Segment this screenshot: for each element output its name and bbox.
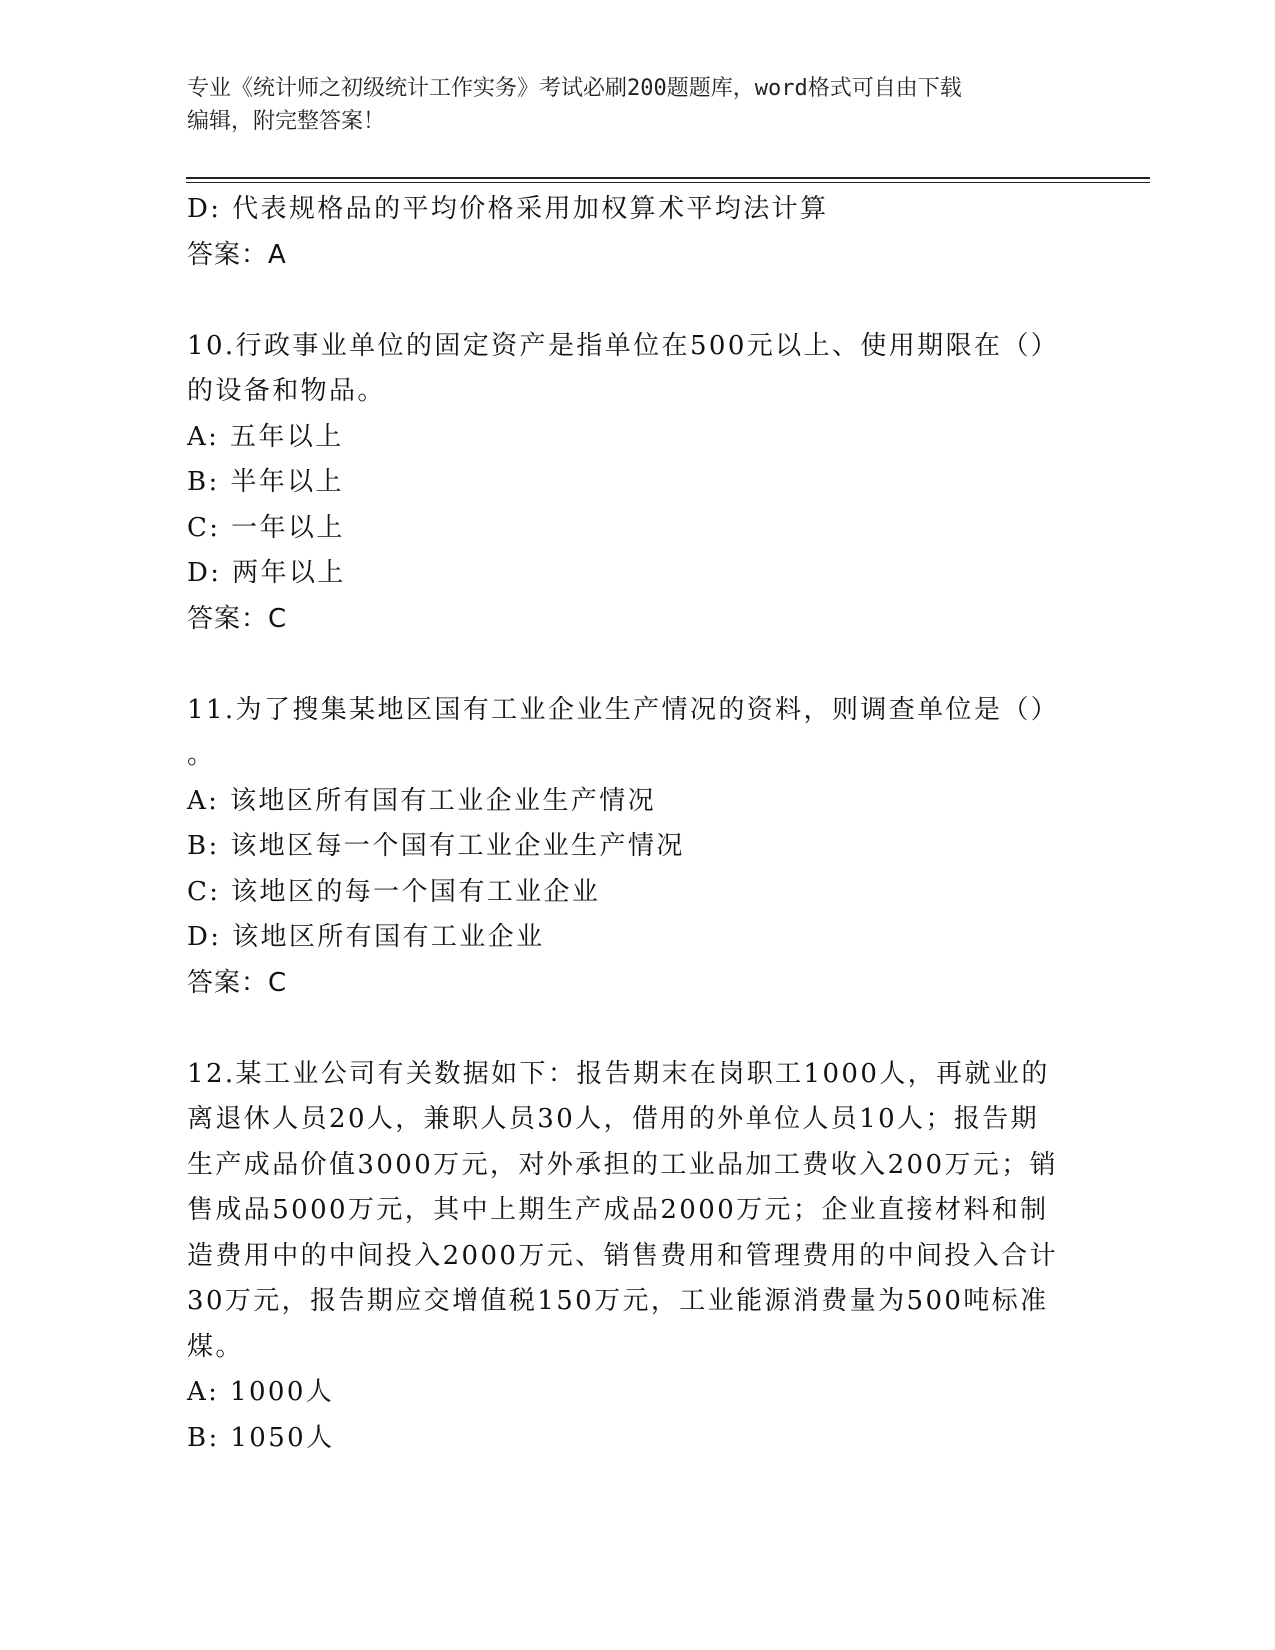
q12-option-a: A: 1000人 (187, 1377, 335, 1407)
header-line-1: 专业《统计师之初级统计工作实务》考试必刷200题题库，word格式可自由下载 (187, 76, 962, 101)
header-line-2: 编辑，附完整答案！ (187, 109, 386, 134)
q12-stem-line-1: 12.某工业公司有关数据如下：报告期末在岗职工1000人，再就业的 (187, 1058, 1050, 1089)
q12-stem-line-2: 离退休人员20人，兼职人员30人，借用的外单位人员10人；报告期 (187, 1104, 1040, 1134)
q10-option-a: A: 五年以上 (187, 421, 344, 452)
q12-stem-line-7: 煤。 (187, 1331, 244, 1362)
q11-stem-line-1: 11.为了搜集某地区国有工业企业生产情况的资料，则调查单位是（） (187, 694, 1060, 725)
q11-answer: 答案：C (187, 967, 288, 998)
q12-option-b: B: 1050人 (187, 1422, 335, 1453)
q11-option-a: A: 该地区所有国有工业企业生产情况 (187, 785, 657, 816)
q10-stem-line-2: 的设备和物品。 (187, 376, 386, 406)
q12-stem-line-5: 造费用中的中间投入2000万元、销售费用和管理费用的中间投入合计 (187, 1240, 1058, 1271)
q10-answer: 答案：C (187, 603, 288, 634)
prev-question-option-d: D: 代表规格品的平均价格采用加权算术平均法计算 (187, 194, 829, 224)
question-content (187, 187, 1067, 1461)
q10-option-b: B: 半年以上 (187, 467, 344, 497)
q12-stem-line-6: 30万元，报告期应交增值税150万元，工业能源消费量为500吨标准 (187, 1286, 1049, 1316)
q11-option-b: B: 该地区每一个国有工业企业生产情况 (187, 831, 685, 861)
prev-question-answer: 答案：A (187, 239, 287, 270)
q12-stem-line-4: 售成品5000万元，其中上期生产成品2000万元；企业直接材料和制 (187, 1195, 1049, 1225)
q10-option-d: D: 两年以上 (187, 558, 346, 588)
header-divider (186, 177, 1150, 179)
q11-option-c: C: 该地区的每一个国有工业企业 (187, 876, 601, 907)
q10-option-c: C: 一年以上 (187, 512, 345, 543)
q10-stem-line-1: 10.行政事业单位的固定资产是指单位在500元以上、使用期限在（） (187, 330, 1060, 361)
q12-stem-line-3: 生产成品价值3000万元，对外承担的工业品加工费收入200万元；销 (187, 1149, 1058, 1180)
q11-stem-line-2: 。 (187, 740, 216, 770)
q11-option-d: D: 该地区所有国有工业企业 (187, 922, 545, 952)
page-header (187, 72, 1067, 138)
header-divider-thin (186, 182, 1150, 183)
